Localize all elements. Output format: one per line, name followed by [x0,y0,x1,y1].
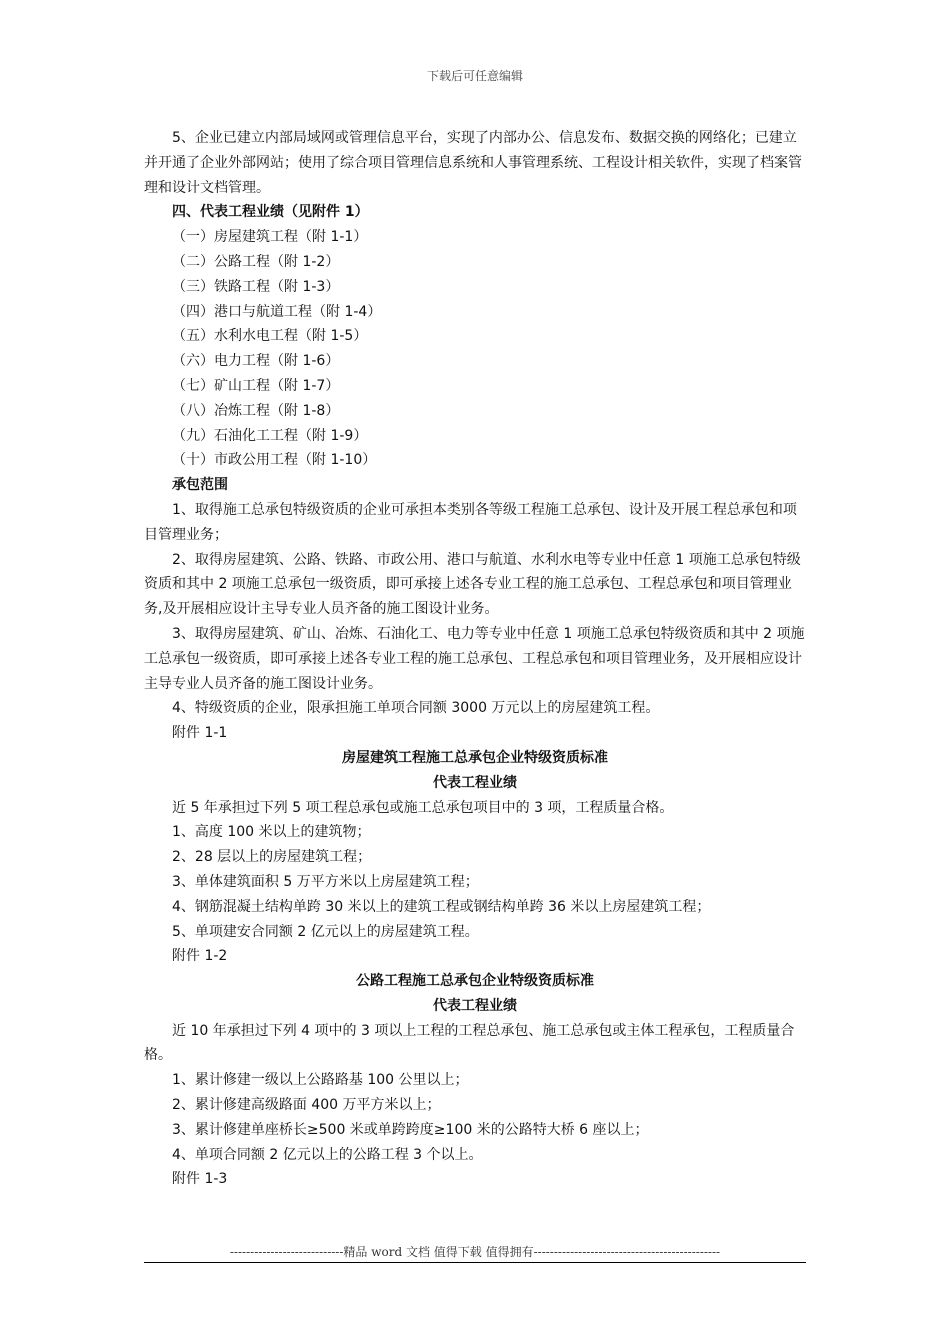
annex-item: 2、累计修建高级路面 400 万平方米以上； [172,1097,441,1114]
list-item: （三）铁路工程（附 1-3） [172,278,340,295]
annex-item: 3、单体建筑面积 5 万平方米以上房屋建筑工程； [172,873,479,890]
list-item: （八）冶炼工程（附 1-8） [172,402,340,419]
page-header: 下载后可任意编辑 [426,69,523,83]
list-item: （二）公路工程（附 1-2） [172,253,340,270]
scope-paragraph: 4、特级资质的企业，限承担施工单项合同额 3000 万元以上的房屋建筑工程。 [172,700,660,717]
annex-subtitle: 代表工程业绩 [433,997,517,1014]
scope-heading: 承包范围 [172,477,228,494]
list-item: （七）矿山工程（附 1-7） [172,377,340,394]
annex-title: 公路工程施工总承包企业特级资质标准 [356,973,594,990]
list-item: （四）港口与航道工程（附 1-4） [172,303,382,320]
annex-item: 5、单项建安合同额 2 亿元以上的房屋建筑工程。 [172,923,479,940]
page-footer: ----------------------------精品 word 文档 值得下载 值得拥有---------------------------------------------- [229,1245,721,1259]
list-item: （六）电力工程（附 1-6） [172,353,340,370]
annex-title: 房屋建筑工程施工总承包企业特级资质标准 [342,749,608,766]
list-item: （九）石油化工工程（附 1-9） [172,427,368,444]
list-item: （一）房屋建筑工程（附 1-1） [172,229,368,246]
scope-paragraph: 2、取得房屋建筑、公路、铁路、市政公用、港口与航道、水利水电等专业中任意 1 项施工总承包特级资质和其中 2 项施工总承包一级资质，即可承接上述各专业工程的施工总承包、工程总承包和项目管理业务,及开展相应设计主导专业人员齐备的施工图设计业务。 [144,551,801,618]
annex-label: 附件 1-2 [172,948,228,965]
list-item: （十）市政公用工程（附 1-10） [172,452,377,469]
scope-paragraph: 3、取得房屋建筑、矿山、冶炼、石油化工、电力等专业中任意 1 项施工总承包特级资质和其中 2 项施工总承包一级资质，即可承接上述各专业工程的施工总承包、工程总承包和项目管理业务，及开展相应设计主导专业人员齐备的施工图设计业务。 [144,625,805,692]
annex-intro: 近 5 年承担过下列 5 项工程总承包或施工总承包项目中的 3 项，工程质量合格。 [172,799,674,816]
annex-item: 1、累计修建一级以上公路路基 100 公里以上； [172,1072,469,1089]
footer-divider [144,1262,806,1263]
annex-item: 3、累计修建单座桥长≥500 米或单跨跨度≥100 米的公路特大桥 6 座以上； [172,1121,649,1138]
annex-item: 4、单项合同额 2 亿元以上的公路工程 3 个以上。 [172,1146,483,1163]
section-heading-4: 四、代表工程业绩（见附件 1） [172,204,369,221]
annex-item: 4、钢筋混凝土结构单跨 30 米以上的建筑工程或钢结构单跨 36 米以上房屋建筑工程； [172,898,711,915]
list-item: （五）水利水电工程（附 1-5） [172,328,368,345]
scope-paragraph: 1、取得施工总承包特级资质的企业可承担本类别各等级工程施工总承包、设计及开展工程总承包和项目管理业务； [144,501,797,543]
annex-item: 1、高度 100 米以上的建筑物； [172,824,371,841]
annex-label: 附件 1-3 [172,1171,228,1188]
paragraph-5: 5、企业已建立内部局域网或管理信息平台，实现了内部办公、信息发布、数据交换的网络化；已建立并开通了企业外部网站；使用了综合项目管理信息系统和人事管理系统、工程设计相关软件，实现了档案管理和设计文档管理。 [144,130,802,196]
annex-subtitle: 代表工程业绩 [433,774,517,791]
annex-item: 2、28 层以上的房屋建筑工程； [172,849,372,866]
annex-intro: 近 10 年承担过下列 4 项中的 3 项以上工程的工程总承包、施工总承包或主体工程承包，工程质量合格。 [144,1022,795,1064]
document-body [144,126,806,1192]
annex-label: 附件 1-1 [172,725,228,742]
